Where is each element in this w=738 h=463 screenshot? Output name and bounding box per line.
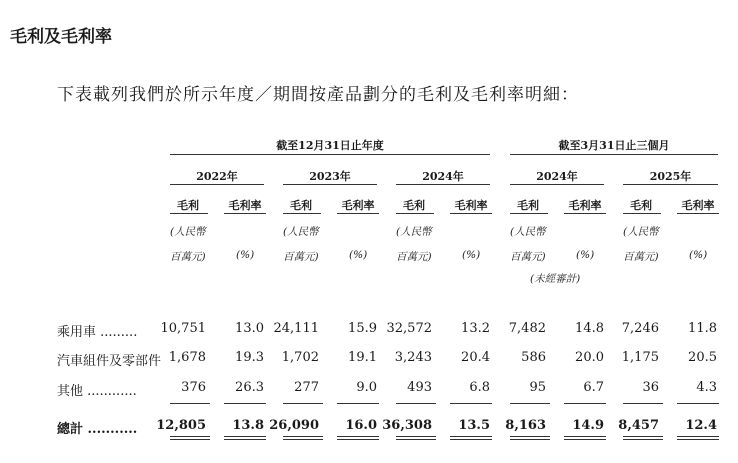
cell-value: 11.8 <box>688 321 717 336</box>
subtotal-rule <box>623 403 663 404</box>
unit-gp: 百萬元) <box>396 251 432 263</box>
col-rule <box>337 213 379 214</box>
cell-value: 15.9 <box>348 321 377 336</box>
total-double-rule <box>337 436 379 440</box>
col-gross-margin: 毛利率 <box>681 199 715 212</box>
unit-gp: (人民幣 <box>396 226 432 238</box>
col-gross-profit: 毛利 <box>403 199 425 212</box>
cell-value: 24,111 <box>273 321 319 336</box>
group-rule-1 <box>170 154 490 155</box>
cell-value: 14.8 <box>575 321 604 336</box>
total-double-rule <box>623 436 663 440</box>
unit-gm: (%) <box>349 249 368 261</box>
unit-gp: (人民幣 <box>510 226 546 238</box>
col-gross-profit: 毛利 <box>517 199 539 212</box>
total-double-rule <box>170 436 210 440</box>
cell-value: 10,751 <box>160 321 206 336</box>
total-value: 14.9 <box>572 418 604 433</box>
year-rule <box>396 184 490 185</box>
total-value: 13.8 <box>232 418 264 433</box>
unit-gp: 百萬元) <box>623 251 659 263</box>
col-gross-profit: 毛利 <box>177 199 199 212</box>
total-double-rule <box>450 436 492 440</box>
col-gross-margin: 毛利率 <box>228 199 262 212</box>
total-label: 總計 ........... <box>57 422 138 437</box>
col-gross-profit: 毛利 <box>290 199 312 212</box>
cell-value: 3,243 <box>394 350 432 365</box>
year-header: 2023年 <box>309 170 351 183</box>
year-rule <box>283 184 377 185</box>
cell-value: 6.7 <box>583 380 604 395</box>
total-double-rule <box>283 436 323 440</box>
total-value: 8,163 <box>505 418 546 433</box>
subtotal-rule <box>224 403 266 404</box>
col-gross-profit: 毛利 <box>630 199 652 212</box>
unit-gp: (人民幣 <box>283 226 319 238</box>
col-rule <box>450 213 492 214</box>
cell-value: 277 <box>294 380 319 395</box>
row-label: 汽車組件及零部件 <box>57 354 162 369</box>
total-value: 36,308 <box>382 418 432 433</box>
subtotal-rule <box>677 403 719 404</box>
subtotal-rule <box>510 403 550 404</box>
cell-value: 376 <box>181 380 206 395</box>
cell-value: 9.0 <box>356 380 377 395</box>
total-value: 8,457 <box>618 418 659 433</box>
unit-gp: 百萬元) <box>170 251 206 263</box>
cell-value: 6.8 <box>469 380 490 395</box>
group-header-quarter: 截至3月31日止三個月 <box>558 139 670 152</box>
col-rule <box>564 213 606 214</box>
year-rule <box>170 184 264 185</box>
cell-value: 19.1 <box>348 350 377 365</box>
cell-value: 32,572 <box>386 321 432 336</box>
cell-value: 4.3 <box>696 380 717 395</box>
year-header: 2025年 <box>649 170 692 183</box>
col-gross-margin: 毛利率 <box>341 199 375 212</box>
row-label: 其他 ............ <box>57 384 137 399</box>
total-value: 12.4 <box>685 418 717 433</box>
unit-gm: (%) <box>462 249 481 261</box>
col-rule <box>510 213 548 214</box>
col-gross-margin: 毛利率 <box>454 199 488 212</box>
col-rule <box>170 213 208 214</box>
col-rule <box>224 213 266 214</box>
unit-gm: (%) <box>236 249 255 261</box>
cell-value: 7,482 <box>508 321 546 336</box>
total-double-rule <box>396 436 436 440</box>
cell-value: 20.0 <box>575 350 604 365</box>
cell-value: 493 <box>407 380 432 395</box>
intro-text: 下表載列我們於所示年度／期間按產品劃分的毛利及毛利率明細： <box>57 85 579 105</box>
total-value: 13.5 <box>458 418 490 433</box>
cell-value: 20.4 <box>461 350 490 365</box>
col-rule <box>396 213 434 214</box>
cell-value: 20.5 <box>688 350 717 365</box>
cell-value: 1,702 <box>281 350 319 365</box>
year-header: 2024年 <box>422 170 464 183</box>
unit-gm: (%) <box>689 249 708 261</box>
total-double-rule <box>224 436 266 440</box>
unaudited-note: (未經審計) <box>530 273 581 285</box>
subtotal-rule <box>396 403 436 404</box>
cell-value: 26.3 <box>235 380 264 395</box>
cell-value: 7,246 <box>621 321 659 336</box>
col-gross-margin: 毛利率 <box>568 199 602 212</box>
total-value: 16.0 <box>345 418 377 433</box>
cell-value: 19.3 <box>235 350 264 365</box>
total-double-rule <box>510 436 550 440</box>
cell-value: 36 <box>642 380 659 395</box>
subtotal-rule <box>170 403 210 404</box>
year-header: 2024年 <box>536 170 578 183</box>
year-header: 2022年 <box>196 170 238 183</box>
unit-gp: 百萬元) <box>510 251 546 263</box>
group-rule-2 <box>510 154 718 155</box>
total-double-rule <box>677 436 719 440</box>
year-rule <box>623 184 718 185</box>
cell-value: 586 <box>521 350 546 365</box>
section-title: 毛利及毛利率 <box>10 27 112 47</box>
total-value: 12,805 <box>156 418 206 433</box>
subtotal-rule <box>564 403 606 404</box>
total-value: 26,090 <box>269 418 319 433</box>
unit-gp: 百萬元) <box>283 251 319 263</box>
unit-gp: (人民幣 <box>170 226 206 238</box>
col-rule <box>283 213 321 214</box>
subtotal-rule <box>283 403 323 404</box>
cell-value: 95 <box>529 380 546 395</box>
total-double-rule <box>564 436 606 440</box>
unit-gm: (%) <box>576 249 595 261</box>
group-header-year: 截至12月31日止年度 <box>276 139 384 152</box>
cell-value: 1,678 <box>168 350 206 365</box>
cell-value: 13.2 <box>461 321 490 336</box>
year-rule <box>510 184 604 185</box>
subtotal-rule <box>450 403 492 404</box>
cell-value: 1,175 <box>621 350 659 365</box>
row-label: 乘用車 ......... <box>57 325 138 340</box>
cell-value: 13.0 <box>235 321 264 336</box>
col-rule <box>677 213 719 214</box>
subtotal-rule <box>337 403 379 404</box>
unit-gp: (人民幣 <box>623 226 659 238</box>
col-rule <box>623 213 661 214</box>
